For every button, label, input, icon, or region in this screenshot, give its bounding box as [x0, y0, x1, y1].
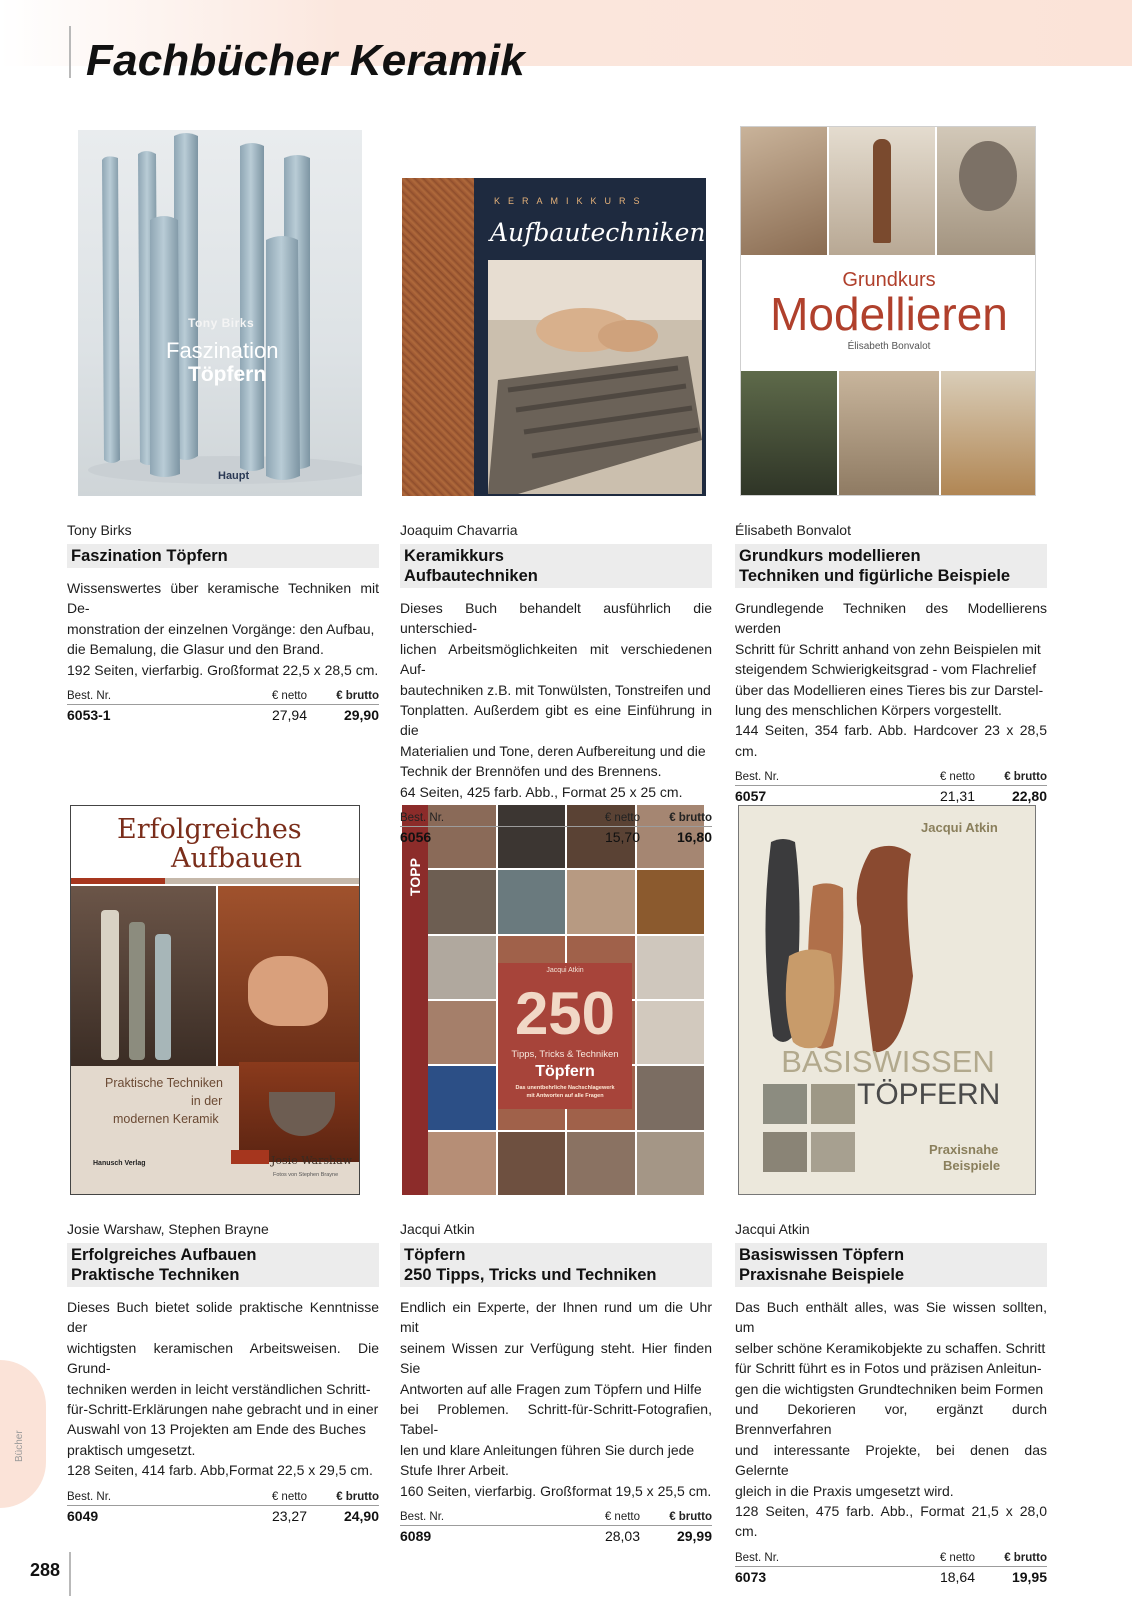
cover-erfolgreiches-aufbauen[interactable] — [70, 805, 360, 1195]
price-header — [67, 690, 379, 705]
book-title-line: Aufbautechniken — [404, 567, 538, 585]
net-label: € netto — [271, 690, 307, 703]
gross-label: € brutto — [336, 1490, 379, 1503]
gross-label: € brutto — [669, 1511, 712, 1524]
book-title-line: Grundkurs modellieren — [739, 547, 921, 565]
description-line: und Dekorieren vor, ergänzt durch Brennverfahren — [735, 1401, 1047, 1438]
description-line: Materialien und Tone, deren Aufbereitung und die — [400, 742, 706, 759]
cover-series: KERAMIKKURS — [494, 196, 648, 206]
price-row — [400, 829, 712, 845]
cover-sub-1: Praxisnahe — [929, 1142, 999, 1157]
book-description — [400, 598, 712, 802]
cover-basiswissen-toepfern[interactable] — [738, 805, 1036, 1195]
description-line: seinem Wissen zur Verfügung steht. Hier finden Sie — [400, 1339, 712, 1377]
cover-photo-bottom-2 — [839, 371, 939, 496]
cover-title-2: Modellieren — [770, 288, 1008, 340]
description-line: 64 Seiten, 425 farb. Abb., Format 25 x 25 cm. — [400, 783, 683, 800]
cover-tag-2: mit Antworten auf alle Fragen — [526, 1093, 604, 1099]
cover-photo-top-2 — [829, 127, 935, 255]
description-line: 144 Seiten, 354 farb. Abb. Hardcover 23 x 28,5 cm. — [735, 722, 1047, 759]
description-line: für-Schritt-Erklärungen nahe gebracht und in einer — [67, 1401, 379, 1418]
cover-photo-bottom-1 — [741, 371, 837, 496]
description-line: Dieses Buch behandelt ausführlich die unterschied- — [400, 600, 712, 637]
book-author: Joaquim Chavarria — [400, 522, 518, 538]
order-no-label: Best. Nr. — [735, 771, 780, 784]
cover-terracotta-panel — [402, 178, 474, 496]
cover-number: 250 — [514, 980, 616, 1047]
cover-bar-tan — [165, 878, 360, 884]
book-title[interactable] — [67, 1243, 379, 1287]
price-row — [67, 1508, 379, 1524]
order-number: 6049 — [67, 1507, 99, 1524]
book-title-line: Techniken und figürliche Beispiele — [739, 567, 1011, 585]
description-line: gen die wichtigsten Grundtechniken beim Formen — [735, 1380, 1044, 1397]
net-label: € netto — [604, 1511, 640, 1524]
page-title: Fachbücher Keramik — [86, 36, 525, 85]
description-line: und interessante Projekte, bei denen das Gelernte — [735, 1441, 1047, 1479]
order-no-label: Best. Nr. — [400, 812, 445, 825]
gross-label: € brutto — [669, 812, 712, 825]
book-title-line: 250 Tipps, Tricks und Techniken — [404, 1266, 657, 1284]
description-line: 128 Seiten, 475 farb. Abb., Format 21,5 x 28,0 cm. — [735, 1503, 1047, 1540]
book-title-line: Erfolgreiches Aufbauen — [71, 1246, 257, 1264]
price-net: 21,31 — [939, 788, 975, 805]
book-description — [735, 1297, 1047, 1542]
description-line: für Schritt führt es in Fotos und präzisen Anleitun- — [735, 1360, 1042, 1377]
price-header — [735, 1552, 1047, 1567]
description-line: Antworten auf alle Fragen zum Töpfern und Hilfe — [400, 1380, 702, 1397]
cover-photo-2 — [811, 1084, 855, 1124]
description-line: Grundlegende Techniken des Modellierens werden — [735, 600, 1047, 637]
cover-photo-3 — [763, 1132, 807, 1172]
cover-title-1: BASISWISSEN — [781, 1044, 995, 1079]
price-gross: 22,80 — [1011, 788, 1047, 805]
cover-author: Tony Birks — [188, 316, 255, 330]
book-description — [67, 1297, 379, 1481]
book-title-line: Praxisnahe Beispiele — [739, 1266, 905, 1284]
book-title[interactable] — [67, 544, 379, 568]
book-author: Jacqui Atkin — [735, 1221, 810, 1237]
book-author: Tony Birks — [67, 522, 132, 538]
description-line: Das Buch enthält alles, was Sie wissen sollten, um — [735, 1299, 1047, 1336]
order-number: 6053-1 — [67, 707, 111, 724]
cover-grundkurs-modellieren[interactable] — [740, 126, 1036, 496]
description-line: Wissenswertes über keramische Techniken mit De- — [67, 580, 379, 617]
cover-photo-1 — [763, 1084, 807, 1124]
price-net: 27,94 — [271, 707, 307, 724]
cover-title-2: TÖPFERN — [857, 1078, 1001, 1111]
gross-label: € brutto — [336, 690, 379, 703]
price-row — [400, 1528, 712, 1544]
price-gross: 29,90 — [343, 707, 379, 724]
price-gross: 29,99 — [676, 1528, 712, 1545]
cover-sub-1: Praktische Techniken — [105, 1076, 223, 1090]
price-net: 15,70 — [604, 829, 640, 846]
cover-author: Jacqui Atkin — [546, 967, 584, 974]
description-line: techniken werden in leicht verständlichen Schritt- — [67, 1380, 371, 1397]
description-line: lung des menschlichen Körpers vorgestellt. — [735, 702, 1002, 719]
cover-photos-credit: Fotos von Stephen Brayne — [273, 1172, 339, 1178]
book-title[interactable] — [735, 544, 1047, 588]
price-row — [735, 1569, 1047, 1585]
order-number: 6073 — [735, 1568, 767, 1585]
book-author: Élisabeth Bonvalot — [735, 522, 851, 538]
price-net: 18,64 — [939, 1568, 975, 1585]
cover-author: Élisabeth Bonvalot — [847, 341, 931, 352]
vase-illustration — [753, 836, 953, 1066]
description-line: Tonplatten. Außerdem gibt es eine Einführung in die — [400, 702, 712, 739]
description-line: 160 Seiten, vierfarbig. Großformat 19,5 x 25,5 cm. — [400, 1482, 712, 1499]
book-title-line: Faszination Töpfern — [71, 547, 228, 565]
cover-photo-vases — [71, 886, 216, 1066]
cover-toepfern-250-tipps[interactable] — [402, 805, 704, 1195]
book-title[interactable] — [735, 1243, 1047, 1287]
description-line: 128 Seiten, 414 farb. Abb,Format 22,5 x 29,5 cm. — [67, 1462, 373, 1479]
description-line: bei Problemen. Schritt-für-Schritt-Fotografien, Tabel- — [400, 1401, 712, 1438]
book-title-line: Keramikkurs — [404, 547, 504, 565]
footer-rule — [69, 1552, 71, 1596]
cover-title-1: Faszination — [166, 338, 279, 363]
description-line: len und klare Anleitungen führen Sie durch jede — [400, 1441, 695, 1458]
book-description — [735, 598, 1047, 761]
description-line: Technik der Brennöfen und des Brennens. — [400, 763, 662, 780]
gross-label: € brutto — [1004, 771, 1047, 784]
book-entry-6049 — [67, 1219, 379, 1524]
description-line: praktisch umgesetzt. — [67, 1441, 196, 1458]
price-header — [400, 1511, 712, 1526]
price-row — [67, 707, 379, 723]
cover-photo-hands — [218, 886, 360, 1066]
cover-photo-bowl — [239, 1062, 360, 1162]
price-header — [735, 771, 1047, 786]
clay-photo — [488, 260, 702, 494]
net-label: € netto — [939, 1551, 975, 1564]
section-label: Bücher — [14, 1430, 25, 1462]
cover-sub-2: Beispiele — [943, 1158, 1001, 1173]
cover-publisher: Hanusch Verlag — [93, 1160, 146, 1167]
description-line: monstration der einzelnen Vorgänge: den Aufbau, — [67, 620, 375, 637]
description-line: Dieses Buch bietet solide praktische Kenntnisse der — [67, 1299, 379, 1336]
description-line: Schritt für Schritt anhand von zehn Beispielen mit — [735, 640, 1041, 657]
description-line: selber schöne Keramikobjekte zu schaffen. Schritt — [735, 1339, 1046, 1356]
cover-publisher: Haupt — [218, 470, 250, 482]
order-no-label: Best. Nr. — [735, 1551, 780, 1564]
cover-photo-top-1 — [741, 127, 827, 255]
book-author: Jacqui Atkin — [400, 1221, 475, 1237]
order-no-label: Best. Nr. — [67, 1490, 112, 1503]
cover-author: Josie Warshaw — [271, 1154, 353, 1167]
book-entry-6057 — [735, 520, 1047, 804]
book-title-line: Töpfern — [404, 1246, 466, 1264]
description-line: über das Modellieren eines Tieres bis zur Darstel- — [735, 681, 1044, 698]
order-number: 6056 — [400, 829, 432, 846]
cover-title: Töpfern — [535, 1063, 595, 1080]
order-no-label: Best. Nr. — [400, 1511, 445, 1524]
order-no-label: Best. Nr. — [67, 690, 112, 703]
book-title[interactable] — [400, 544, 712, 588]
cover-line: Tipps, Tricks & Techniken — [511, 1049, 619, 1060]
cover-faszination-toepfern[interactable] — [78, 130, 362, 496]
price-net: 23,27 — [271, 1507, 307, 1524]
price-gross: 16,80 — [676, 829, 712, 846]
description-line: die Bemalung, die Glasur und den Brand. — [67, 641, 324, 658]
cover-title: Aufbautechniken — [490, 218, 706, 247]
book-entry-6073 — [735, 1219, 1047, 1585]
cover-bar-red — [71, 878, 165, 884]
description-line: Auswahl von 13 Projekten am Ende des Buches — [67, 1421, 366, 1438]
gross-label: € brutto — [1004, 1551, 1047, 1564]
book-title-line: Praktische Techniken — [71, 1266, 240, 1284]
price-gross: 19,95 — [1011, 1568, 1047, 1585]
description-line: gleich in die Praxis umgesetzt wird. — [735, 1482, 954, 1499]
price-net: 28,03 — [604, 1528, 640, 1545]
price-header — [67, 1491, 379, 1506]
cover-photo-top-3 — [937, 127, 1036, 255]
cover-photo-bottom-3 — [941, 371, 1036, 496]
cover-tag-1: Das unentbehrliche Nachschlagewerk — [515, 1085, 615, 1091]
description-line: wichtigsten keramischen Arbeitsweisen. Die Grund- — [67, 1339, 379, 1377]
book-title[interactable] — [400, 1243, 712, 1287]
cover-title-2: Aufbauen — [171, 843, 303, 874]
order-number: 6057 — [735, 788, 767, 805]
price-gross: 24,90 — [343, 1507, 379, 1524]
cover-sub-3: modernen Keramik — [113, 1112, 219, 1126]
vase-illustration — [78, 130, 362, 496]
description-line: lichen Arbeitsmöglichkeiten mit verschiedenen Auf- — [400, 640, 712, 678]
header-rule — [69, 26, 71, 78]
page-number: 288 — [30, 1560, 61, 1580]
cover-title-1: Grundkurs — [842, 269, 936, 291]
net-label: € netto — [271, 1490, 307, 1503]
price-header — [400, 812, 712, 827]
book-author: Josie Warshaw, Stephen Brayne — [67, 1221, 269, 1237]
description-line: Endlich ein Experte, der Ihnen rund um die Uhr mit — [400, 1299, 712, 1336]
book-description — [400, 1297, 712, 1501]
net-label: € netto — [939, 771, 975, 784]
description-line: bautechniken z.B. mit Tonwülsten, Tonstreifen und — [400, 681, 711, 698]
cover-title-2: Töpfern — [188, 363, 267, 386]
cover-author-bar — [231, 1150, 269, 1164]
cover-brand: TOPP — [406, 858, 423, 896]
cover-author: Jacqui Atkin — [921, 820, 998, 835]
book-entry-6056 — [400, 520, 712, 845]
book-description — [67, 578, 379, 680]
book-entry-6089 — [400, 1219, 712, 1544]
net-label: € netto — [604, 812, 640, 825]
order-number: 6089 — [400, 1528, 432, 1545]
price-row — [735, 788, 1047, 804]
description-line: steigendem Schwierigkeitsgrad - vom Flachrelief — [735, 661, 1037, 678]
description-line: Stufe Ihrer Arbeit. — [400, 1462, 509, 1479]
cover-title-1: Erfolgreiches — [117, 814, 302, 845]
book-title-line: Basiswissen Töpfern — [739, 1246, 905, 1264]
cover-aufbautechniken[interactable] — [402, 178, 706, 496]
cover-photo-4 — [811, 1132, 855, 1172]
cover-sub-2: in der — [191, 1094, 223, 1108]
book-entry-6053-1 — [67, 520, 379, 723]
description-line: 192 Seiten, vierfarbig. Großformat 22,5 x 28,5 cm. — [67, 661, 379, 678]
